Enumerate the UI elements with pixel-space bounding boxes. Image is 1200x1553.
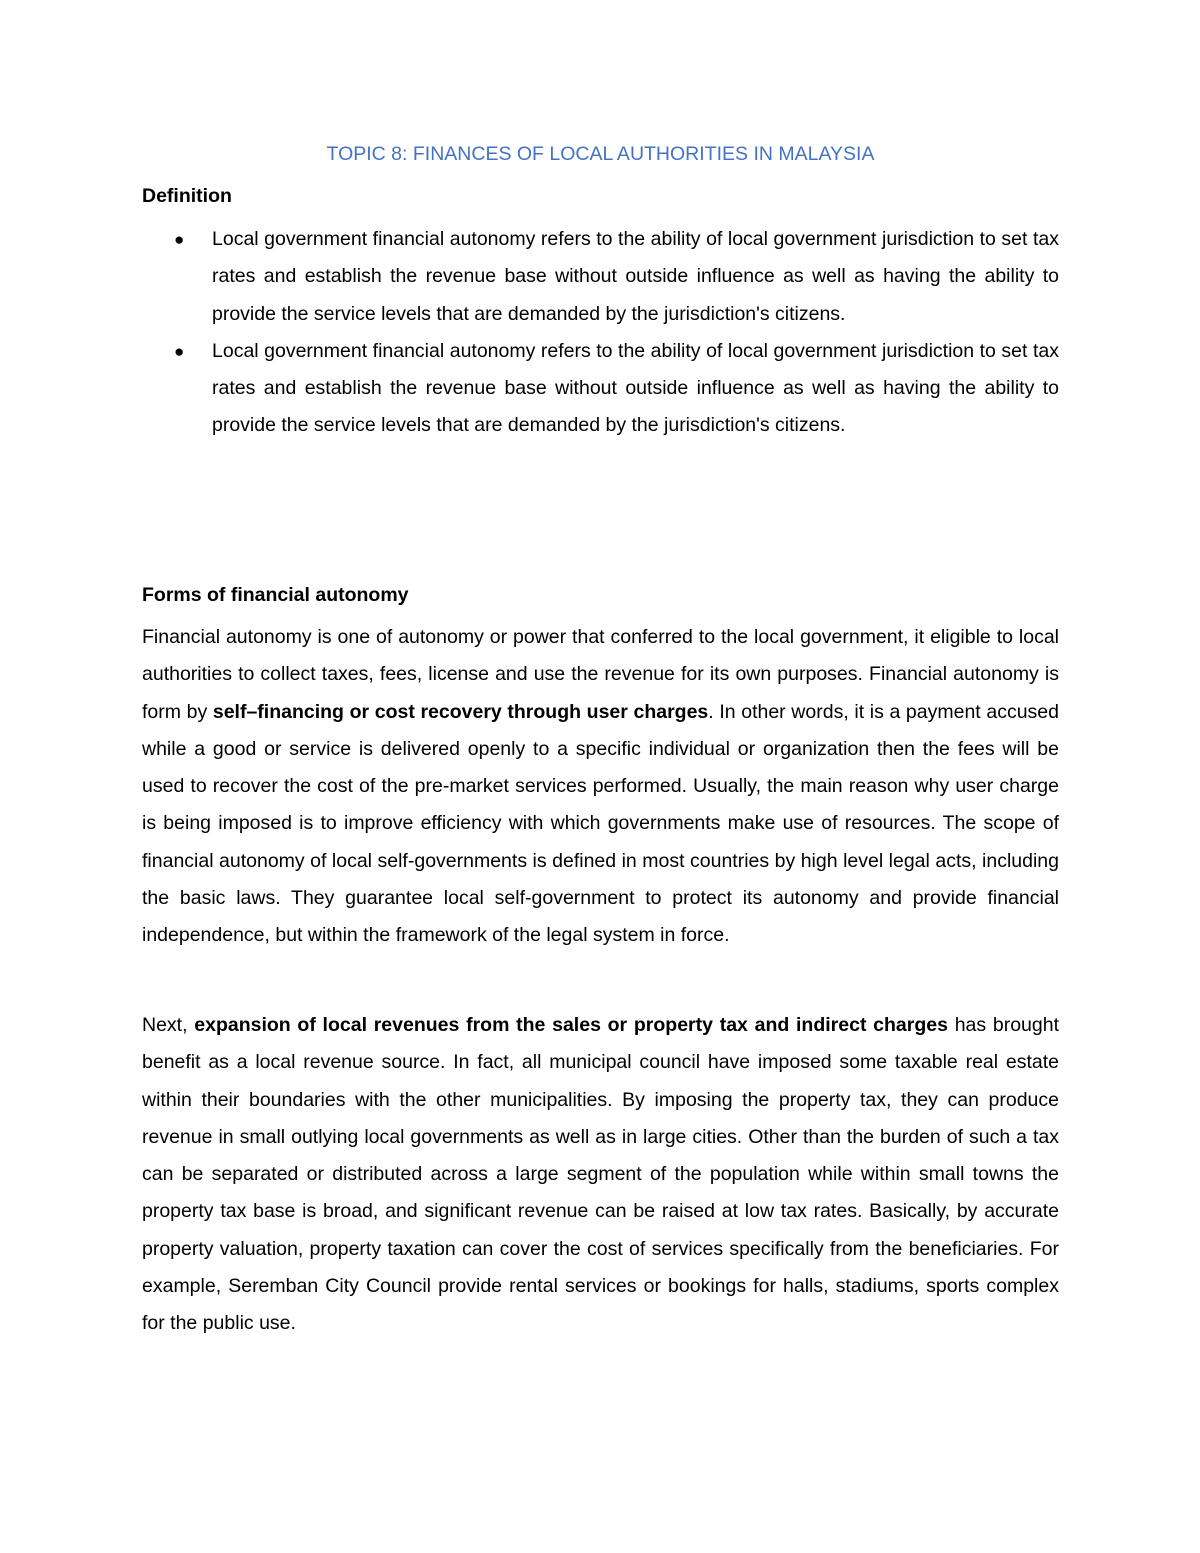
page-title: TOPIC 8: FINANCES OF LOCAL AUTHORITIES IN MALAYSIA bbox=[326, 143, 875, 165]
bold-phrase: expansion of local revenues from the sales or property tax and indirect charges bbox=[194, 1014, 948, 1036]
paragraph-text: has brought benefit as a local revenue source. In fact, all municipal council have imposed some taxable real estate within their boundaries with the other municipalities. By imposing the property tax, they can produce revenue in small outlying local governments as well as in large cities. Other than the burden of such a tax can be separated or distributed across a large segment of the population while within small towns the property tax base is broad, and significant revenue can be raised at low tax rates. Basically, by accurate property valuation, property taxation can cover the cost of services specifically from the beneficiaries. For example, Seremban City Council provide rental services or bookings for halls, stadiums, sports complex for the public use. bbox=[142, 1014, 1060, 1335]
bullet-dot-icon: ● bbox=[174, 341, 185, 361]
paragraph-text: Financial autonomy is one of autonomy or power that conferred to the local government, it eligible to local authorities to collect taxes, fees, license and use the revenue for its own purposes. Financial autonomy is form by bbox=[142, 626, 1059, 723]
paragraph-local-revenues bbox=[142, 1007, 1059, 1343]
definition-heading: Definition bbox=[142, 185, 232, 207]
bullet-text: Local government financial autonomy refers to the ability of local government jurisdiction to set tax rates and establish the revenue base without outside influence as well as having the ability to provide the service levels that are demanded by the jurisdiction's citizens. bbox=[212, 228, 1059, 325]
bullet-dot-icon: ● bbox=[174, 230, 185, 249]
definition-bullet-list bbox=[142, 221, 1059, 445]
bullet-item bbox=[142, 221, 1059, 333]
bullet-item bbox=[142, 333, 1059, 445]
paragraph-text: . In other words, it is a payment accused while a good or service is delivered openly to a specific individual or organization then the fees will be used to recover the cost of the pre-market services performed. Usually, the main reason why user charge is being imposed is to improve efficiency with which governments make use of resources. The scope of financial autonomy of local self-governments is defined in most countries by high level legal acts, including the basic laws. They guarantee local self-government to protect its autonomy and provide financial independence, but within the framework of the legal system in force. bbox=[142, 700, 1059, 947]
bold-phrase: self–financing or cost recovery through user charges bbox=[212, 700, 709, 723]
forms-heading: Forms of financial autonomy bbox=[142, 584, 409, 606]
paragraph-text: Next, bbox=[142, 1014, 195, 1036]
bullet-text: Local government financial autonomy refers to the ability of local government jurisdiction to set tax rates and establish the revenue base without outside influence as well as having the ability to provide the service levels that are demanded by the jurisdiction's citizens. bbox=[212, 339, 1059, 437]
paragraph-financial-autonomy bbox=[142, 619, 1059, 955]
